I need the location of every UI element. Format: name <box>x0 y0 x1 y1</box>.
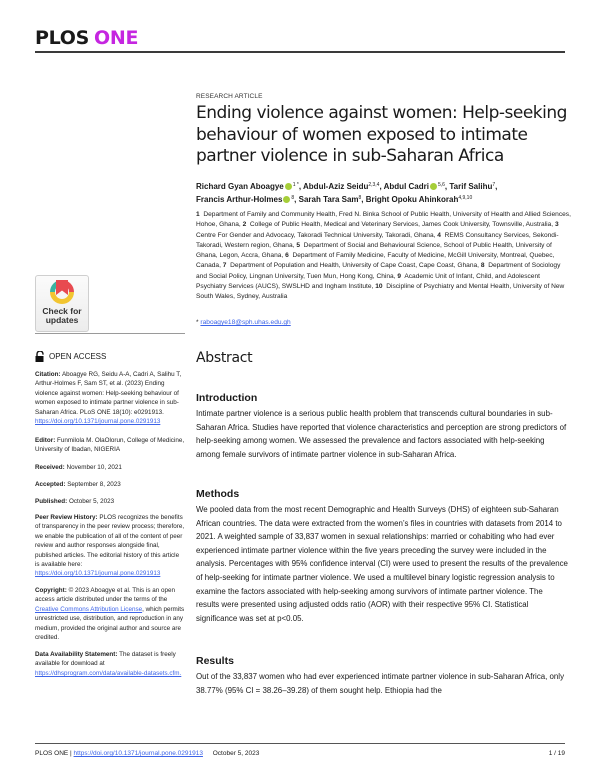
peer-review-label: Peer Review History: <box>35 514 98 521</box>
author-name: Bright Opoku Ahinkorah <box>365 194 459 204</box>
citation-label: Citation: <box>35 371 61 378</box>
results-heading: Results <box>196 655 234 667</box>
editor-label: Editor: <box>35 437 56 444</box>
affil-number: 9 <box>397 272 402 280</box>
published-label: Published: <box>35 498 68 505</box>
footer-journal: PLOS ONE | <box>35 750 72 757</box>
author-affil-sup: 5,6 <box>437 182 445 188</box>
author[interactable] <box>196 195 294 204</box>
affil-text: Centre For Gender and Advocacy, Takoradi Technical University, Takoradi, Ghana, <box>196 231 436 239</box>
check-for-updates-line1: Check for <box>42 306 82 316</box>
dhs-dataset-link[interactable]: https://dhsprogram.com/data/available-datasets.cfm. <box>35 669 182 677</box>
affil-text: REMS Consultancy Services, Sekondi-Takoradi, Western region, Ghana, <box>196 231 559 249</box>
author[interactable] <box>366 195 473 204</box>
author[interactable] <box>299 195 362 204</box>
check-for-updates-line2: updates <box>45 315 79 325</box>
author[interactable] <box>303 182 379 191</box>
affil-number: 4 <box>437 231 441 239</box>
copyright-label: Copyright: <box>35 587 67 594</box>
affil-text: Department of Sociology and Social Policy, Lingnan University, Tuen Mun, Hong Kong, China, <box>196 262 561 280</box>
affil-number: 6 <box>285 252 289 260</box>
affil-number: 2 <box>242 221 247 229</box>
page-footer <box>35 750 565 757</box>
data-availability-block <box>35 650 185 678</box>
author-name: Francis Arthur-Holmes <box>196 194 283 204</box>
author-affil-sup: 7 <box>492 182 496 188</box>
accepted-label: Accepted: <box>35 481 66 488</box>
received-block <box>35 463 185 472</box>
copyright-block <box>35 586 185 642</box>
affil-text: Academic Unit of Infant, Child, and Adolescent Psychiatry Services (AUCS), SWSLHD and Ingham Institute, <box>196 272 540 291</box>
footer-date: October 5, 2023 <box>212 750 260 757</box>
author-affil-sup: 8 <box>358 194 362 201</box>
corresponding-email-link[interactable]: raboagye18@sph.uhas.edu.gh <box>200 319 291 326</box>
peer-review-block <box>35 513 185 579</box>
introduction-text: Intimate partner violence is a serious public health problem that transcends cultural boundaries in sub-Saharan Africa. Studies have reported that violence characteristics and perception are strong predictors of help-seeking among women. We assessed the prevalence and factors associated with help-seeking among female survivors of intimate partner violence in sub-Saharan Africa. <box>196 409 567 459</box>
methods-heading: Methods <box>196 488 240 500</box>
affil-text: Department of Social and Behavioural Science, School of Public Health, University of Ghana, Legon, Accra, Ghana, <box>196 241 552 260</box>
author[interactable] <box>449 182 495 191</box>
data-availability-label: Data Availability Statement: <box>35 651 118 658</box>
author-name: Abdul-Aziz Seidu <box>303 182 369 191</box>
affil-text: Department of Family and Community Health, Fred N. Binka School of Public Health, University of Health and Allied Sciences, Hohoe, Ghana, <box>196 211 571 229</box>
check-for-updates-label <box>36 307 88 325</box>
affil-text: Discipline of Psychiatry and Mental Health, University of New South Wales, Sydney, Australia <box>196 283 565 301</box>
author[interactable] <box>384 182 445 191</box>
abstract-heading: Abstract <box>196 350 253 366</box>
journal-logo <box>35 27 138 49</box>
orcid-icon[interactable] <box>430 183 437 190</box>
author-affil-sup: 1 * <box>292 182 299 188</box>
published-date: October 5, 2023 <box>68 498 115 505</box>
affil-number: 3 <box>554 221 559 229</box>
copyright-text-after: , which permits unrestricted use, distribution, and reproduction in any medium, provided the original author and source are credited. <box>35 605 185 642</box>
orcid-icon[interactable] <box>285 183 292 190</box>
affil-number: 7 <box>222 262 227 270</box>
open-access-badge <box>35 351 106 362</box>
footer-rule <box>35 743 565 744</box>
page-number: 1 / 19 <box>548 750 565 757</box>
received-label: Received: <box>35 464 65 471</box>
published-block <box>35 497 185 506</box>
orcid-icon[interactable] <box>283 196 290 203</box>
author-affil-sup: 4,9,10 <box>458 194 473 201</box>
author-affil-sup: 2,3,4 <box>368 182 380 188</box>
data-availability-text: The dataset is freely available for download at <box>35 651 176 668</box>
affiliations <box>196 210 571 303</box>
peer-review-link[interactable]: https://doi.org/10.1371/journal.pone.0291913 <box>35 570 161 578</box>
affil-number: 5 <box>296 241 300 249</box>
sidebar-rule <box>35 333 185 334</box>
copyright-text: © 2023 Aboagye et al. This is an open access article distributed under the terms of the <box>35 587 175 604</box>
article-type: RESEARCH ARTICLE <box>196 93 263 100</box>
cc-license-link[interactable]: Creative Commons Attribution License <box>35 605 143 613</box>
editor-block <box>35 436 185 455</box>
footer-doi-link[interactable]: https://doi.org/10.1371/journal.pone.0291913 <box>73 750 203 757</box>
affil-text: Department of Family Medicine, Faculty of Medicine, McGill University, Montreal, Quebec, Canada, <box>196 252 555 270</box>
affil-text: Department of Population and Health, University of Cape Coast, Cape Coast, Ghana, <box>230 262 479 270</box>
author-name: Sarah Tara Sam <box>298 194 359 204</box>
affil-number: 8 <box>480 262 485 270</box>
open-access-label: OPEN ACCESS <box>49 352 107 361</box>
citation-doi-link[interactable]: https://doi.org/10.1371/journal.pone.0291913 <box>35 418 161 426</box>
corresponding-author <box>196 319 291 326</box>
citation-text: Aboagye RG, Seidu A-A, Cadri A, Salihu T, Arthur-Holmes F, Sam ST, et al. (2023) Ending violence against women: Help-seeking behaviour of women exposed to intimate partner violence in sub-Saharan Africa. PLoS ONE 18(10): e0291913. <box>35 371 182 416</box>
methods-text: We pooled data from the most recent Demographic and Health Surveys (DHS) of eighteen sub-Saharan African countries. The data were extracted from the women’s files in countries with datasets from 2014 to 2021. A weighted sample of 33,837 women in sexual relationships: married or cohabiting who had ever experienced intimate partner violence within the five years preceding the survey were included in the analysis. Percentages with 95% confidence interval (CI) were used to present the results of the prevalence of help-seeking for intimate partner violence. We used a multilevel binary logistic regression analysis to examine the factors associated with help-seeking among survivors of intimate partner violence. The results were presented using adjusted odds ratio (AOR) with their respective 95% CI. Statistical significance was set at p<0.05. <box>196 505 568 623</box>
author-list: Richard Gyan Aboagye $^{1 *}$, Abdul-Aziz Seidu$^{2,3,4}$, Abdul Cadri $^{5,6}$, Tarif Salihu$^7$, Francis Arthur-Holmes $^8$, Sarah Tara Sam$^8$, Bright Opoku Ahinkorah$^{4,9,10}$ <box>196 182 498 204</box>
journal-logo-plos: PLOS <box>35 27 89 49</box>
check-for-updates-button[interactable] <box>35 275 89 332</box>
affil-number: 10 <box>375 283 383 291</box>
received-date: November 10, 2021 <box>66 464 122 471</box>
results-text: Out of the 33,837 women who had ever experienced intimate partner violence in sub-Saharan Africa, only 38.77% (95% CI = 38.26–39.28) of them sought help. Ethiopia had the <box>196 672 565 695</box>
article-title: Ending violence against women: Help-seeking behaviour of women exposed to intimate partner violence in sub-Saharan Africa <box>196 103 567 166</box>
author-name: Tarif Salihu <box>449 182 493 191</box>
journal-logo-one: ONE <box>94 27 139 49</box>
header-rule <box>35 51 565 53</box>
introduction-heading: Introduction <box>196 392 258 404</box>
open-lock-icon <box>35 351 45 362</box>
editor-text: Funmilola M. OlaOlorun, College of Medicine, University of Ibadan, NIGERIA <box>35 437 185 454</box>
citation-block <box>35 370 185 426</box>
corresponding-mark: * <box>196 319 199 326</box>
accepted-date: September 8, 2023 <box>67 481 121 488</box>
author-name: Abdul Cadri <box>383 182 429 191</box>
affil-text: College of Public Health, Medical and Veterinary Services, James Cook University, Townsville, Australia, <box>249 221 554 229</box>
accepted-block <box>35 480 185 489</box>
affil-number: 1 <box>196 211 200 218</box>
author[interactable] <box>196 182 299 191</box>
author-affil-sup: 8 <box>291 194 295 201</box>
peer-review-text: PLOS recognizes the benefits of transparency in the peer review process; therefore, we enable the publication of all of the content of peer review and author responses alongside final, published articles. The editorial history of this article is available here: <box>35 514 185 569</box>
author-name: Richard Gyan Aboagye <box>196 182 284 191</box>
